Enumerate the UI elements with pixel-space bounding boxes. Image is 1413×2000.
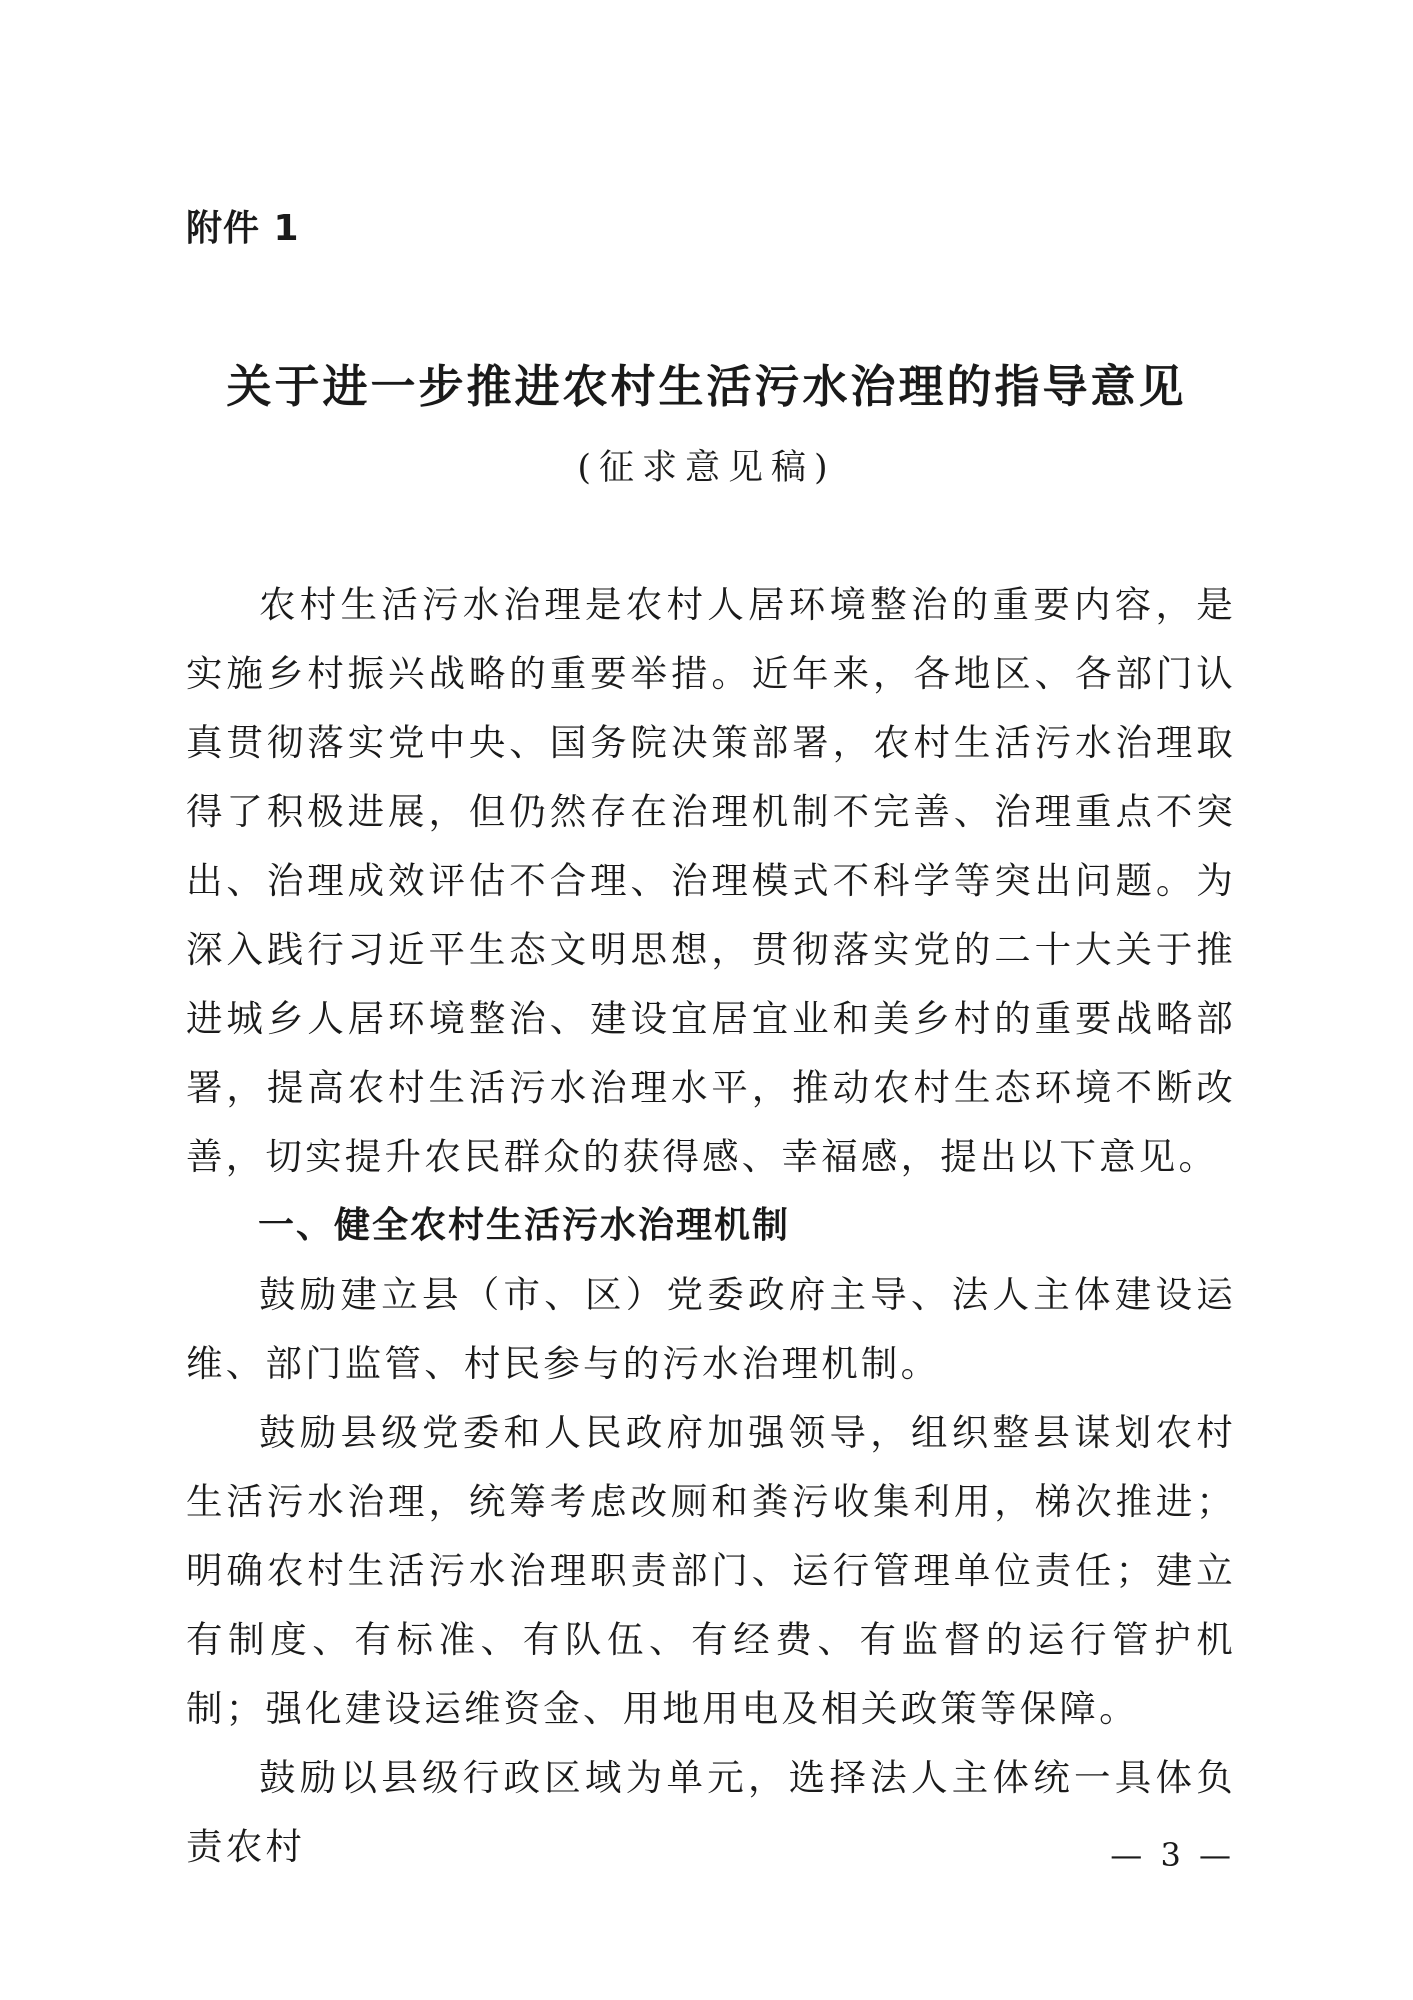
document-subtitle: (征求意见稿)	[577, 448, 836, 488]
body-paragraph: 鼓励以县级行政区域为单元，选择法人主体统一具体负责农村	[186, 1756, 1236, 1868]
page-number: — 3 —	[1110, 1836, 1235, 1874]
attachment-label: 附件 1	[186, 208, 300, 249]
document-body	[186, 570, 1236, 1881]
body-paragraph: 鼓励县级党委和人民政府加强领导，组织整县谋划农村生活污水治理，统筹考虑改厕和粪污收集利用，梯次推进；明确农村生活污水治理职责部门、运行管理单位责任；建立有制度、有标准、有队伍、有经费、有监督的运行管护机制；强化建设运维资金、用地用电及相关政策等保障。	[186, 1411, 1236, 1730]
section-heading: 一、健全农村生活污水治理机制	[258, 1205, 791, 1246]
body-paragraph: 鼓励建立县（市、区）党委政府主导、法人主体建设运维、部门监管、村民参与的污水治理机制。	[186, 1273, 1236, 1385]
intro-paragraph: 农村生活污水治理是农村人居环境整治的重要内容，是实施乡村振兴战略的重要举措。近年来，各地区、各部门认真贯彻落实党中央、国务院决策部署，农村生活污水治理取得了积极进展，但仍然存在治理机制不完善、治理重点不突出、治理成效评估不合理、治理模式不科学等突出问题。为深入践行习近平生态文明思想，贯彻落实党的二十大关于推进城乡人居环境整治、建设宜居宜业和美乡村的重要战略部署，提高农村生活污水治理水平，推动农村生态环境不断改善，切实提升农民群众的获得感、幸福感，提出以下意见。	[186, 583, 1236, 1178]
document-title: 关于进一步推进农村生活污水治理的指导意见	[226, 360, 1187, 413]
